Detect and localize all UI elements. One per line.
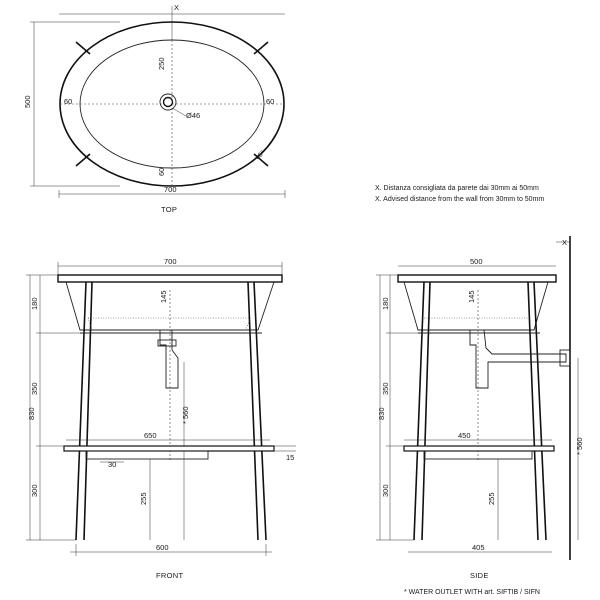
top-left-60: 60 [64,97,73,106]
notes [375,185,544,203]
front-shelf-thickness: 15 [286,453,295,462]
front-floor-shelf: 255 [139,492,148,505]
leg-bottom-left [76,154,90,166]
top-height-value: 500 [23,95,32,108]
side-h-300: 300 [381,484,390,497]
front-h-350: 350 [30,382,39,395]
front-basin-inner [88,318,250,330]
side-h-350: 350 [381,382,390,395]
front-shelf-tray [86,451,208,459]
note-outlet: * WATER OUTLET WITH art. SIFTIB / SIFN [404,589,540,596]
top-x-mark: X [174,3,180,12]
side-width-value: 500 [470,257,483,266]
front-view [26,257,296,580]
side-wall-flange [560,350,570,366]
drain-hole [164,98,173,107]
top-inner-250: 250 [157,57,166,70]
front-width-value: 700 [164,257,177,266]
top-inner-60: 60 [157,167,166,176]
front-145: 145 [159,290,168,303]
side-145: 145 [467,290,476,303]
drain-leader [172,108,186,116]
side-floor-shelf: 255 [487,492,496,505]
front-siphon [160,330,178,388]
front-h-300: 300 [30,484,39,497]
drain-diameter: Ø46 [186,111,201,120]
front-h-180: 180 [30,297,39,310]
side-leg-span: 405 [472,543,485,552]
front-shelf-offset: 30 [108,460,117,469]
front-outlet-value: * 560 [181,406,190,424]
side-shelf-width: 450 [458,431,471,440]
front-shelf-width: 650 [144,431,157,440]
top-angle: 45° [254,149,267,162]
side-top-slab [398,275,556,282]
note-english: X. Advised distance from the wall from 30mm to 50mm [375,196,545,203]
top-width-value: 700 [164,185,177,194]
side-shelf [404,446,554,451]
side-x-mark: X [562,238,568,247]
side-siphon [470,330,566,388]
side-view-label: SIDE [470,571,489,580]
front-top-slab [58,275,282,282]
side-h-180: 180 [381,297,390,310]
front-view-label: FRONT [156,571,184,580]
side-total-height: 830 [377,407,386,420]
note-italian: X. Distanza consigliata da parete dai 30mm ai 50mm [375,185,539,192]
side-view [376,236,584,580]
leg-top-right [254,42,268,54]
top-view [23,3,285,214]
side-outlet-value: * 560 [575,437,584,455]
top-right-60: 60 [266,97,275,106]
side-basin-body [404,282,548,330]
front-total-height: 830 [27,407,36,420]
front-shelf [64,446,274,451]
leg-top-left [76,42,90,54]
front-leg-span: 600 [156,543,169,552]
top-view-label: TOP [161,205,178,214]
